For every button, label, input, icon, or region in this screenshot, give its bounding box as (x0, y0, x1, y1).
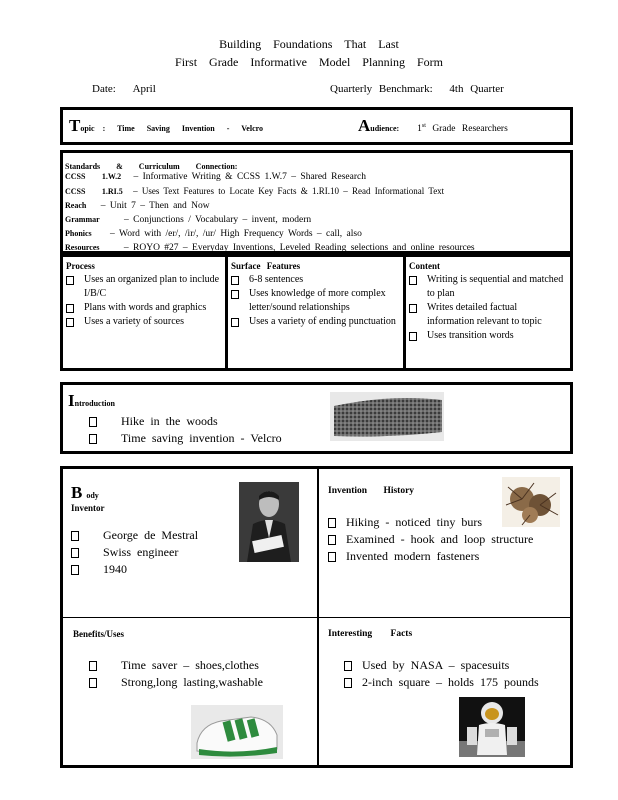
list-item: 1940 (71, 561, 311, 578)
date-row (92, 83, 156, 95)
audience-initial: A (358, 116, 371, 135)
topic-label: opic (80, 124, 95, 133)
body-grid (60, 466, 573, 768)
standards-row: Resources – ROYO #27 – Everyday Inventions, Leveled Reading selections and online resources (65, 243, 475, 253)
form-title-line1: Building Foundations That Last (219, 37, 399, 51)
inventor-portrait (239, 482, 299, 562)
list-item: 6-8 sentences (231, 273, 399, 287)
standards-row: Phonics – Word with /er/, /ir/, /ur/ High Frequency Words – call, also (65, 229, 362, 239)
process-list (66, 273, 221, 329)
list-item: Used by NASA – spacesuits (344, 657, 568, 674)
date-label: Date: (92, 83, 116, 95)
list-item: Uses knowledge of more complex letter/sound relationships (231, 287, 399, 315)
process-column (63, 257, 228, 368)
velcro-shoe-image (191, 705, 283, 759)
list-item: George de Mestral (71, 527, 311, 544)
audience-value: 1st Grade Researchers (417, 122, 508, 134)
topic-value: : Time Saving Invention - Velcro (102, 124, 264, 133)
content-column (406, 257, 570, 368)
standards-row: CCSS 1.RI.5 – Uses Text Features to Locate Key Facts & 1.RI.10 – Read Informational Text (65, 186, 445, 196)
introduction-box (60, 382, 573, 454)
content-heading: Content (409, 261, 440, 271)
introduction-list (89, 413, 349, 447)
list-item: Time saving invention - Velcro (89, 430, 349, 447)
benefits-list (73, 657, 313, 691)
standards-list (65, 170, 570, 255)
list-item: Plans with words and graphics (66, 301, 221, 315)
standards-row: CCSS 1.W.2 – Informative Writing & CCSS 1.W.7 – Shared Research (65, 172, 366, 182)
facts-list (328, 657, 568, 691)
facts-cell (328, 629, 568, 759)
list-item: Invented modern fasteners (328, 548, 568, 565)
standards-heading: Standards & Curriculum Connection: (65, 162, 238, 171)
body-heading: Body (71, 483, 99, 502)
list-item: Uses an organized plan to include I/B/C (66, 273, 221, 301)
topic-audience-box (60, 107, 573, 145)
velcro-image (330, 392, 444, 441)
introduction-heading: Introduction (68, 391, 115, 410)
audience-label: udience: (370, 124, 400, 133)
standards-row: Reach – Unit 7 – Then and Now (65, 201, 210, 211)
benchmark-value: 4th Quarter (449, 83, 504, 95)
facts-heading: Interesting Facts (328, 629, 413, 639)
date-value: April (132, 83, 156, 95)
standards-box (60, 150, 573, 254)
list-item: Writing is sequential and matched to plan (409, 273, 566, 301)
surface-heading: Surface Features (231, 261, 301, 271)
audience-field (358, 116, 508, 136)
list-item: Time saver – shoes,clothes (89, 657, 313, 674)
list-item: Strong,long lasting,washable (89, 674, 313, 691)
content-list (409, 273, 566, 343)
list-item: Uses transition words (409, 329, 566, 343)
surface-list (231, 273, 399, 329)
history-heading: Invention History (328, 486, 415, 496)
benefits-heading: Benefits/Uses (73, 629, 124, 639)
topic-initial: T (69, 116, 81, 135)
list-item: Examined - hook and loop structure (328, 531, 568, 548)
list-item: Hiking - noticed tiny burs (328, 514, 568, 531)
list-item: Uses a variety of ending punctuation (231, 315, 399, 329)
standards-row: Grammar – Conjunctions / Vocabulary – invent, modern (65, 215, 312, 225)
benchmark-row (330, 83, 504, 95)
criteria-box (60, 254, 573, 371)
list-item: Swiss engineer (71, 544, 311, 561)
topic-field (69, 116, 263, 136)
astronaut-image (459, 697, 525, 757)
burs-image (502, 477, 560, 527)
list-item: Uses a variety of sources (66, 315, 221, 329)
list-item: Writes detailed factual information relevant to topic (409, 301, 566, 329)
surface-column (228, 257, 406, 368)
inventor-heading: Inventor (71, 503, 105, 513)
list-item: Hike in the woods (89, 413, 349, 430)
form-title-line2: First Grade Informative Model Planning Form (175, 55, 443, 69)
process-heading: Process (66, 261, 95, 271)
list-item: 2-inch square – holds 175 pounds (344, 674, 568, 691)
benchmark-label: Quarterly Benchmark: (330, 83, 433, 95)
